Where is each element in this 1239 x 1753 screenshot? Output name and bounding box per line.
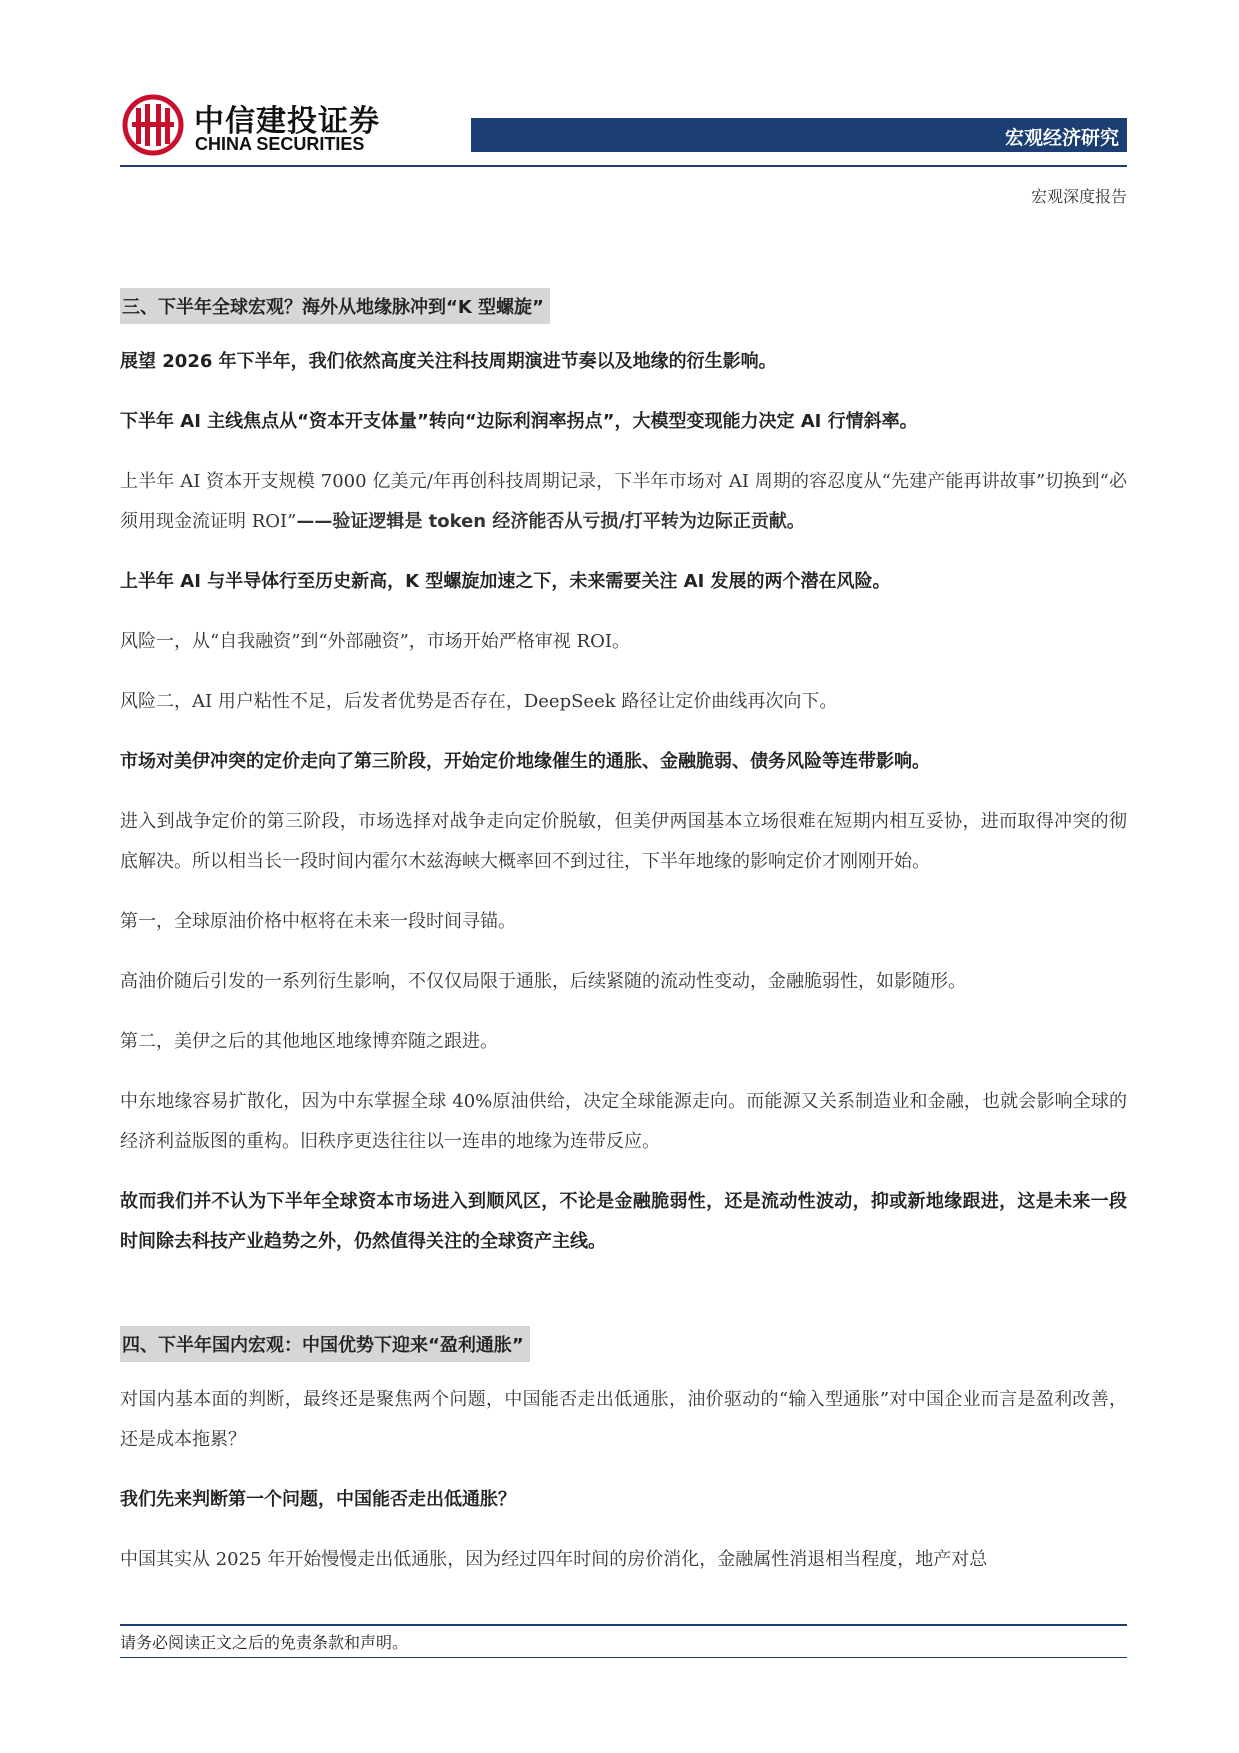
footer-divider [120, 1624, 1127, 1626]
section-4 [120, 1326, 1127, 1580]
paragraph: 故而我们并不认为下半年全球资本市场进入到顺风区，不论是金融脆弱性，还是流动性波动，抑或新地缘跟进，这是未来一段时间除去科技产业趋势之外，仍然值得关注的全球资产主线。 [120, 1191, 1127, 1252]
paragraph: 进入到战争定价的第三阶段，市场选择对战争走向定价脱敏，但美伊两国基本立场很难在短期内相互妥协，进而取得冲突的彻底解决。所以相当长一段时间内霍尔木兹海峡大概率回不到过往，下半年地缘的影响定价才刚刚开始。 [120, 811, 1127, 872]
paragraph: 对国内基本面的判断，最终还是聚焦两个问题，中国能否走出低通胀，油价驱动的“输入型通胀”对中国企业而言是盈利改善，还是成本拖累？ [120, 1389, 1127, 1450]
china-securities-emblem-icon [122, 94, 184, 156]
report-type: 宏观深度报告 [1030, 187, 1127, 206]
paragraph-bold-text: ——验证逻辑是 token 经济能否从亏损/打平转为边际正贡献。 [296, 511, 805, 532]
paragraph: 中国其实从 2025 年开始慢慢走出低通胀，因为经过四年时间的房价消化，金融属性消退相当程度，地产对总 [120, 1549, 988, 1570]
section-3 [120, 288, 1127, 1262]
paragraph: 第一，全球原油价格中枢将在未来一段时间寻锚。 [120, 911, 516, 932]
company-logo [122, 94, 422, 164]
section-heading: 三、下半年全球宏观？海外从地缘脉冲到“K 型螺旋” [120, 288, 550, 324]
footer-disclaimer: 请务必阅读正文之后的免责条款和声明。 [120, 1633, 409, 1652]
paragraph: 风险二，AI 用户粘性不足，后发者优势是否存在，DeepSeek 路径让定价曲线再次向下。 [120, 691, 838, 712]
paragraph [120, 462, 1127, 542]
paragraph: 第二，美伊之后的其他地区地缘博弈随之跟进。 [120, 1031, 498, 1052]
paragraph: 展望 2026 年下半年，我们依然高度关注科技周期演进节奏以及地缘的衍生影响。 [120, 351, 777, 372]
paragraph: 我们先来判断第一个问题，中国能否走出低通胀？ [120, 1489, 516, 1510]
paragraph-text: 上半年 AI 资本开支规模 7000 亿美元/年再创科技周期记录，下半年市场对 AI 周期的容忍度从“先建产能再讲故事”切换到“必须用现金流证明 ROI” [120, 471, 1127, 532]
paragraph: 上半年 AI 与半导体行至历史新高，K 型螺旋加速之下，未来需要关注 AI 发展的两个潜在风险。 [120, 571, 891, 592]
paragraph: 中东地缘容易扩散化，因为中东掌握全球 40%原油供给，决定全球能源走向。而能源又关系制造业和金融，也就会影响全球的经济利益版图的重构。旧秩序更迭往往以一连串的地缘为连带反应。 [120, 1091, 1127, 1152]
logo-english-name: CHINA SECURITIES [195, 134, 365, 154]
header-bar [471, 118, 1127, 152]
paragraph: 下半年 AI 主线焦点从“资本开支体量”转向“边际利润率拐点”，大模型变现能力决定 AI 行情斜率。 [120, 411, 918, 432]
logo-chinese-name: 中信建投证券 [194, 104, 380, 139]
document-body [120, 288, 1127, 1600]
header-divider [120, 165, 1127, 167]
paragraph: 风险一，从“自我融资”到“外部融资”，市场开始严格审视 ROI。 [120, 631, 630, 652]
paragraph: 高油价随后引发的一系列衍生影响，不仅仅局限于通胀，后续紧随的流动性变动，金融脆弱性，如影随形。 [120, 971, 966, 992]
paragraph: 市场对美伊冲突的定价走向了第三阶段，开始定价地缘催生的通胀、金融脆弱、债务风险等连带影响。 [120, 751, 930, 772]
section-label: 宏观经济研究 [1004, 127, 1119, 149]
footer-divider-bottom [120, 1657, 1127, 1658]
section-heading: 四、下半年国内宏观：中国优势下迎来“盈利通胀” [120, 1326, 530, 1362]
